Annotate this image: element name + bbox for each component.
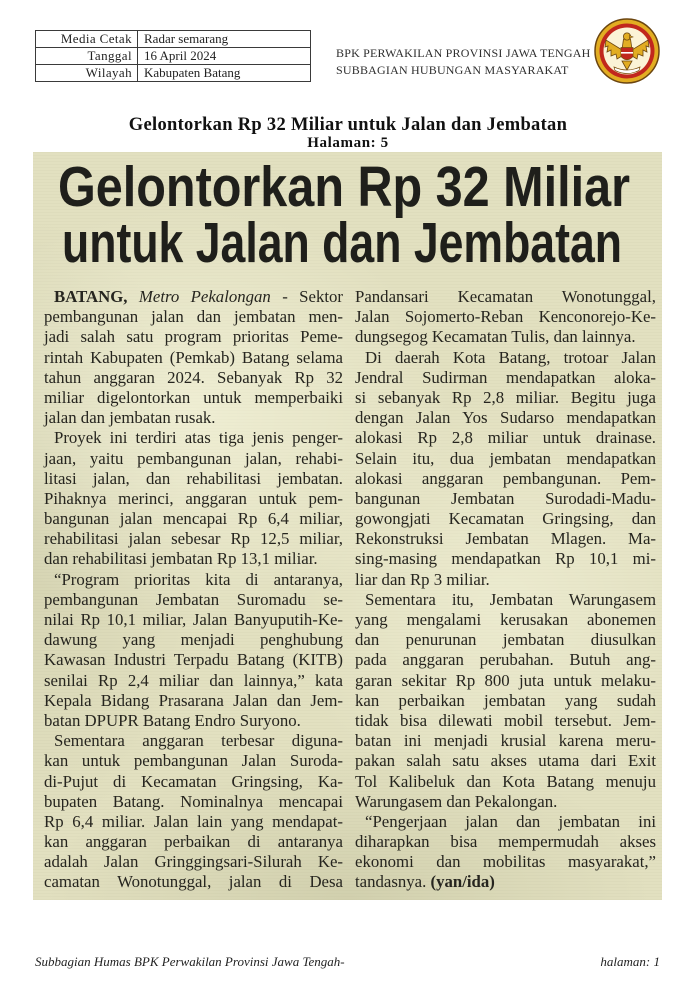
article-line: ekonomi dan mobilitas masyarakat,” xyxy=(355,852,656,872)
article-line: Rp 6,4 miliar. Jalan lain yang mendapat- xyxy=(44,811,343,831)
article-line: liar dan Rp 3 miliar. xyxy=(355,569,490,589)
article-line: pembangunan Jembatan Suromadu se- xyxy=(44,589,343,609)
region-info-row xyxy=(36,65,311,82)
article-line: rehabilitasi jalan sebesar Rp 12,5 miliar, xyxy=(44,529,343,549)
article-line: rintah Kabupaten (Pemkab) Batang selama xyxy=(44,347,343,367)
article-line: Pihaknya merinci, anggaran untuk pem- xyxy=(44,488,343,508)
article-line: si sebanyak Rp 2,8 miliar. Begitu juga xyxy=(355,387,656,407)
article-line: gowongjati Kecamatan Gringsing, dan xyxy=(355,509,656,529)
article-line: bangunan Jembatan Surodadi-Madu- xyxy=(355,488,656,508)
region-value: Kabupaten Batang xyxy=(138,65,311,82)
media-info-row xyxy=(36,31,311,48)
media-value: Radar semarang xyxy=(138,31,311,48)
article-line: Tol Kalibeluk dan Kota Batang menuju xyxy=(355,771,656,791)
article-paragraph xyxy=(355,348,656,590)
article-paragraph xyxy=(44,428,343,569)
article-line: dengan Jalan Yos Sudarso mendapatkan xyxy=(355,408,656,428)
article-line: tahun anggaran 2024. Sebanyak Rp 32 xyxy=(44,367,343,387)
article-line: Sementara itu, Jembatan Warungasem xyxy=(365,589,656,609)
document-title: Gelontorkan Rp 32 Miliar untuk Jalan dan Jembatan xyxy=(128,115,568,135)
article-line: “Pengerjaan jalan dan jembatan ini xyxy=(365,811,656,831)
article-line: jaan, yaitu pembangunan jalan, rehabi- xyxy=(44,448,343,468)
article-line: Jalan Sojomerto-Reban Kenconorejo-Ke- xyxy=(355,307,656,327)
article-line: Kawasan Industri Terpadu Batang (KITB) xyxy=(44,650,343,670)
article-line: Selain itu, dua jembatan mendapatkan xyxy=(355,448,656,468)
article-line: bupaten Batang. Nominalnya mencapai xyxy=(44,791,343,811)
article-text-bold: BATANG, xyxy=(54,287,128,306)
date-label: Tanggal xyxy=(36,48,138,65)
article-text xyxy=(128,287,139,306)
article-line: Warungasem dan Pekalongan. xyxy=(355,791,558,811)
article-paragraph xyxy=(44,287,343,428)
article-text: tandasnya. xyxy=(355,872,431,892)
article-line: “Program prioritas kita di antaranya, xyxy=(54,569,343,589)
article-line: Kepala Bidang Prasarana Jalan dan Jem- xyxy=(44,690,343,710)
article-line: garan sekitar Rp 800 juta untuk melaku- xyxy=(355,670,656,690)
article-line: pada anggaran perubahan. Butuh ang- xyxy=(355,650,656,670)
article-line: bangunan jalan mencapai Rp 6,4 miliar, xyxy=(44,509,343,529)
article-line: Di daerah Kota Batang, trotoar Jalan xyxy=(365,347,656,367)
date-info-row xyxy=(36,48,311,65)
footer-page-number: halaman: 1 xyxy=(600,954,660,969)
date-value: 16 April 2024 xyxy=(138,48,311,65)
article-line: miliar digelontorkan untuk memperbaiki xyxy=(44,387,343,407)
article-line: Rekonstruksi Jembatan Mlagen. Ma- xyxy=(355,529,656,549)
article-line: tidak bisa dilewati mobil tersebut. Jem- xyxy=(355,710,656,730)
article-line: Pandansari Kecamatan Wonotunggal, xyxy=(355,287,656,306)
article-paragraph xyxy=(355,590,656,812)
garuda-emblem-icon xyxy=(592,17,662,85)
article-line: nilai Rp 10,1 miliar, Jalan Banyuputih-Ke- xyxy=(44,610,343,629)
article-line: dan penurunan jembatan diusulkan xyxy=(355,630,656,650)
clipping-headline-line-2: untuk Jalan dan Jembatan xyxy=(62,211,622,275)
article-line: jalan dan jembatan rusak. xyxy=(44,408,216,428)
article-line: pembangunan jalan dan jembatan men- xyxy=(44,307,343,327)
article-paragraph xyxy=(355,287,656,348)
clipping-headline xyxy=(33,152,662,282)
region-label: Wilayah xyxy=(36,65,138,82)
organization-name: BPK PERWAKILAN PROVINSI JAWA TENGAH xyxy=(336,46,591,60)
article-line: Sementara anggaran terbesar diguna- xyxy=(54,731,343,751)
article-line: jadi salah satu program prioritas Peme- xyxy=(44,327,343,347)
article-line: kan perbaikan jembatan yang sudah xyxy=(355,690,656,710)
article-line: kan untuk pembangunan Jalan Suroda- xyxy=(44,751,343,771)
article-line: alokasi Rp 2,8 miliar untuk drainase. xyxy=(355,428,656,448)
article-paragraph xyxy=(44,570,343,732)
article-line: dawung yang menjadi penghubung xyxy=(44,630,343,650)
article-line xyxy=(355,872,656,892)
article-line: dan rehabilitasi jembatan Rp 13,1 miliar. xyxy=(44,549,318,569)
article-line: Jendral Sudirman mendapatkan aloka- xyxy=(355,367,656,387)
article-text: - Sektor xyxy=(270,287,343,306)
article-line: batan DPUPR Batang Endro Suryono. xyxy=(44,710,301,730)
article-line: senilai Rp 2,4 miliar dan lainnya,” kata xyxy=(44,670,343,690)
article-text-italic: Metro Pekalongan xyxy=(138,287,271,306)
source-page-reference: Halaman: 5 xyxy=(307,135,389,151)
article-line: Proyek ini terdiri atas tiga jenis penger- xyxy=(54,428,343,448)
newspaper-clipping xyxy=(33,152,662,900)
article-text-bold: (yan/ida) xyxy=(430,872,495,892)
organization-heading xyxy=(336,45,591,78)
article-column-right xyxy=(355,287,656,893)
clipping-headline-line-1: Gelontorkan Rp 32 Miliar xyxy=(58,155,630,219)
article-line: litasi jalan, dan rehabilitasi jembatan. xyxy=(44,468,343,488)
article-line: diharapkan bisa mempermudah akses xyxy=(355,832,656,852)
media-label: Media Cetak xyxy=(36,31,138,48)
article-line: camatan Wonotunggal, jalan di Desa xyxy=(44,872,343,892)
article-line: alokasi anggaran pembangunan. Pem- xyxy=(355,468,656,488)
article-line: pakan salah satu akses utama dari Exit xyxy=(355,751,656,771)
article-line: batan ini menjadi krusial karena meru- xyxy=(355,731,656,751)
article-line: adalah Jalan Gringgingsari-Silurah Ke- xyxy=(44,852,343,872)
article-paragraph xyxy=(44,731,343,893)
article-line: sing-masing mendapatkan Rp 10,1 mi- xyxy=(355,549,656,569)
article-line: di-Pujut di Kecamatan Gringsing, Ka- xyxy=(44,771,343,791)
bpk-logo xyxy=(592,17,662,85)
article-line xyxy=(44,287,343,307)
article-paragraph xyxy=(355,812,656,893)
media-info-table xyxy=(35,30,311,82)
article-line: kan anggaran perbaikan di antaranya xyxy=(44,832,343,852)
organization-unit: SUBBAGIAN HUBUNGAN MASYARAKAT xyxy=(336,62,569,77)
article-column-left xyxy=(44,287,343,893)
article-line: dungsegog Kecamatan Tulis, dan lainnya. xyxy=(355,327,636,347)
article-line: yang mengalami kerusakan abonemen xyxy=(355,610,656,629)
footer-organization: Subbagian Humas BPK Perwakilan Provinsi Jawa Tengah- xyxy=(35,954,345,969)
